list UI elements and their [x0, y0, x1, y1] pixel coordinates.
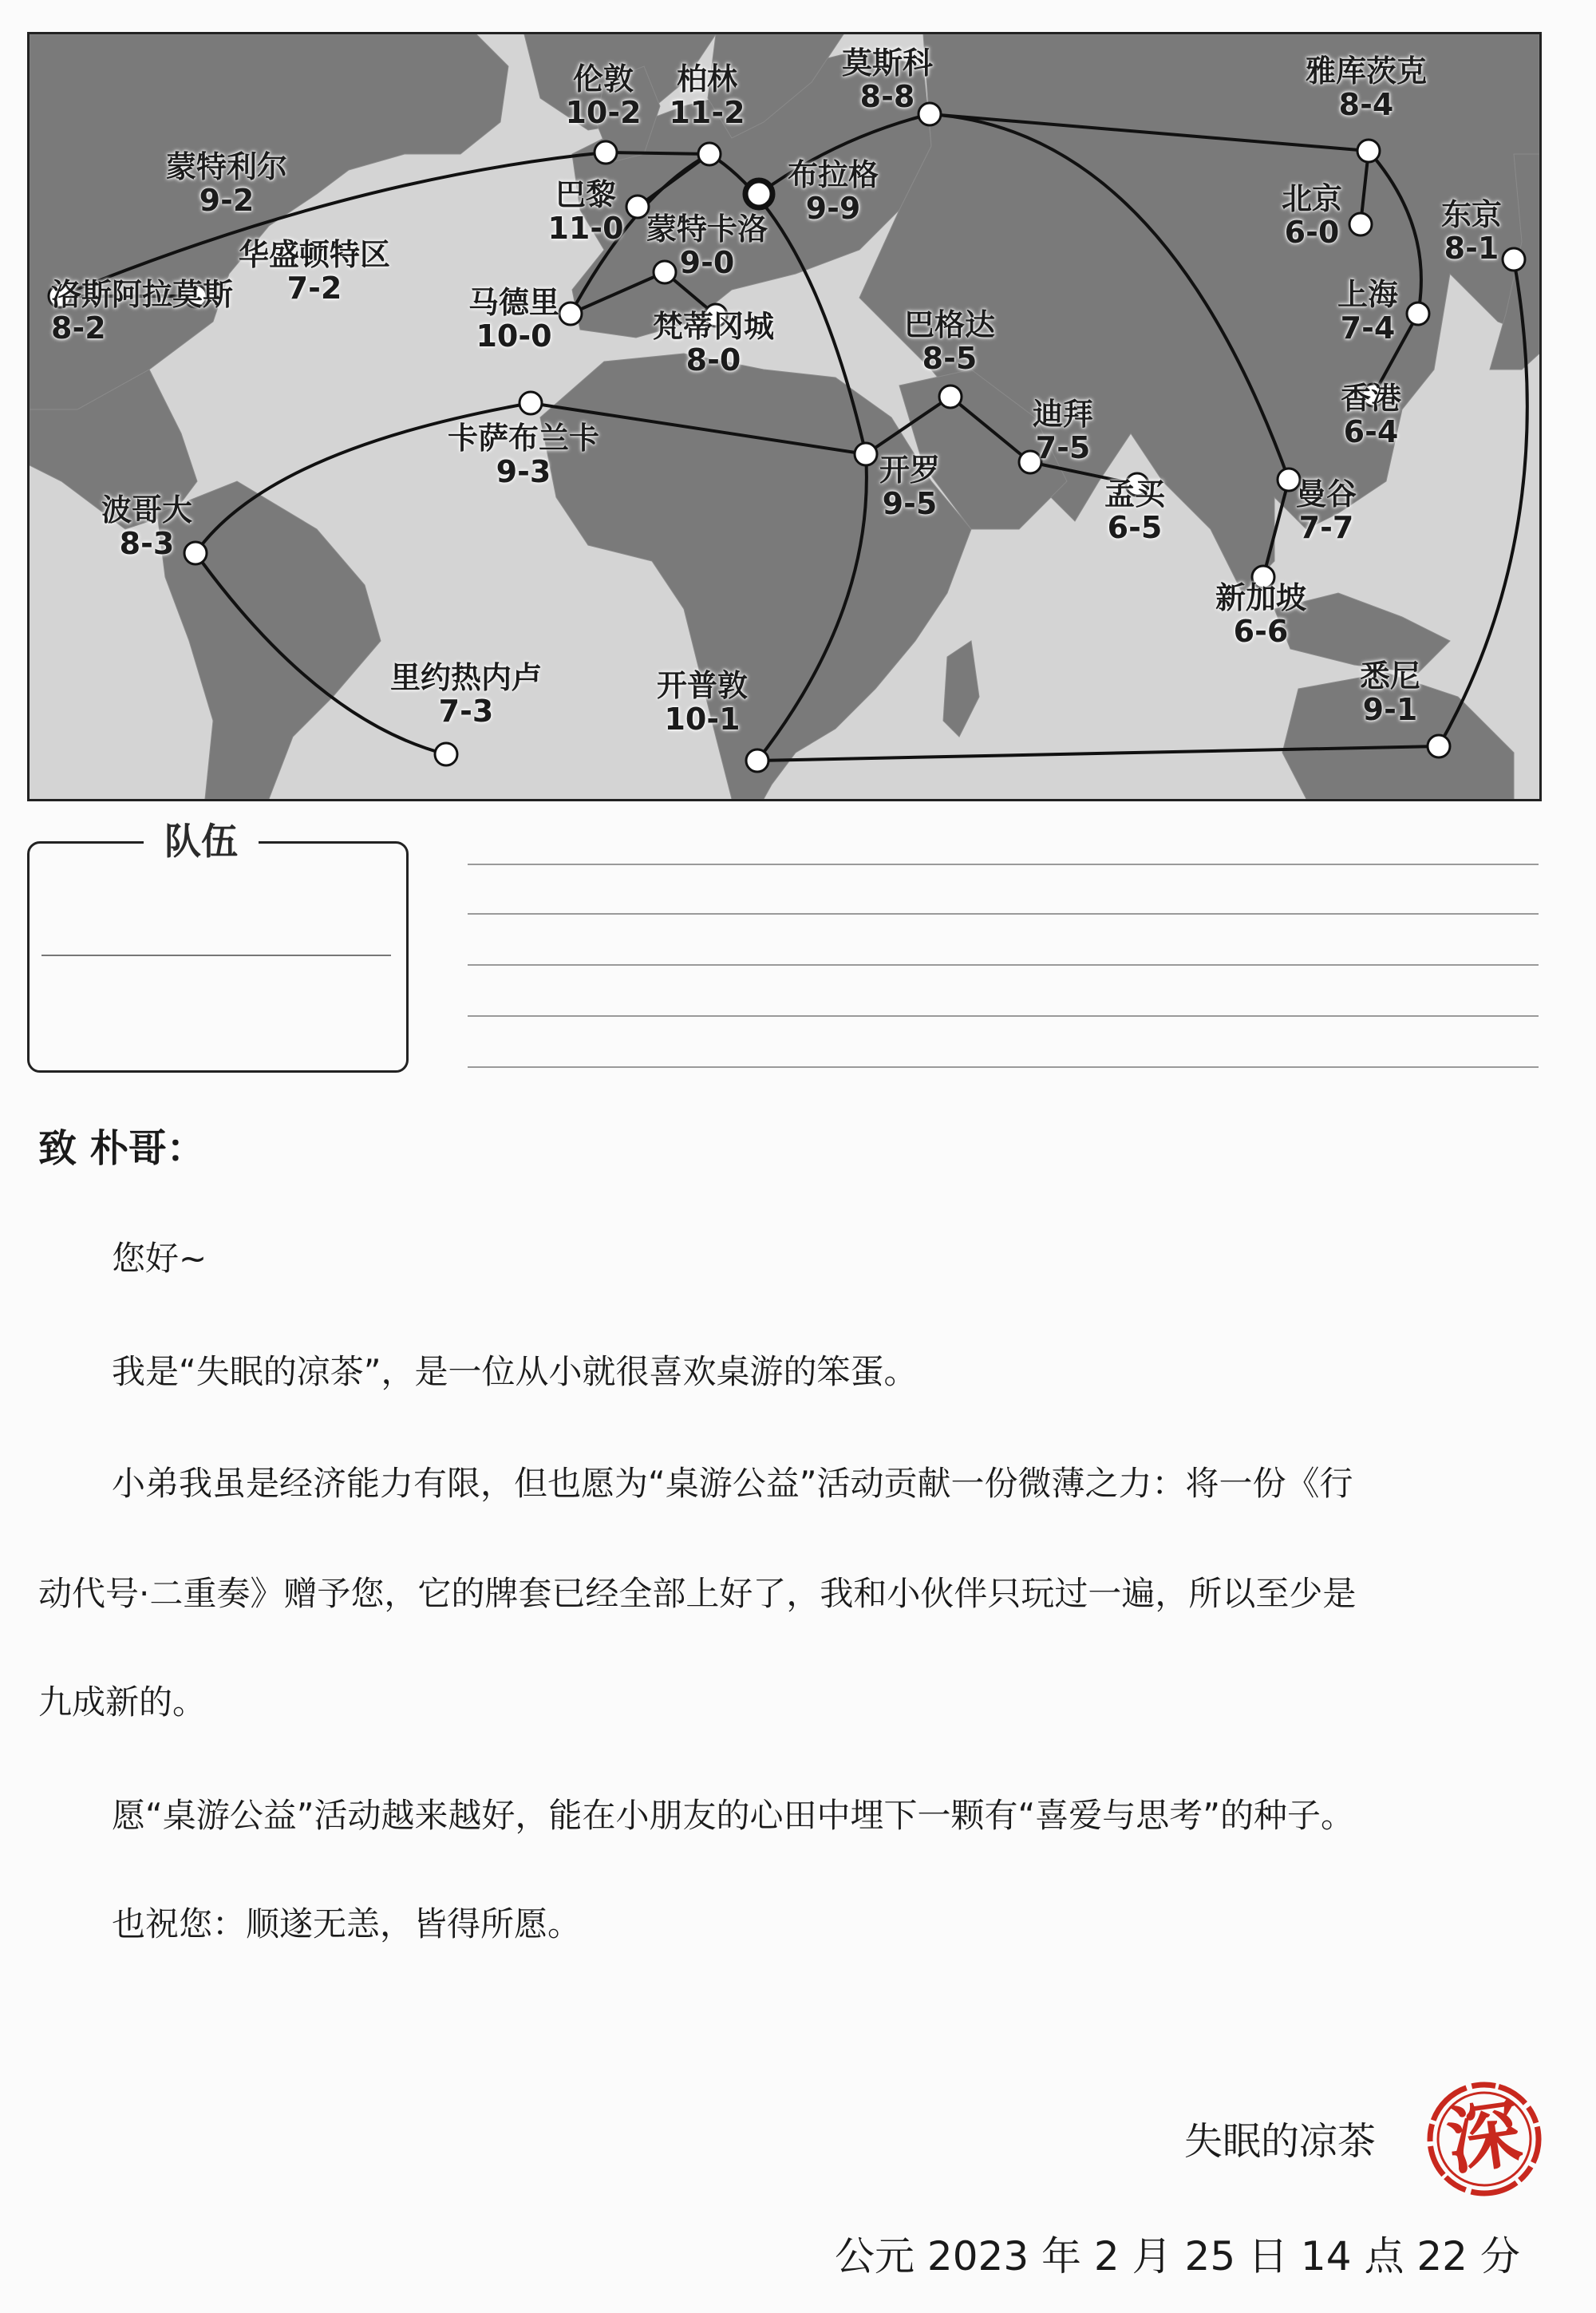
city-name: 新加坡 [1215, 580, 1307, 615]
team-title: 队伍 [144, 813, 259, 865]
letter-paragraph: 我是“失眠的凉茶”，是一位从小就很喜欢桌游的笨蛋。 [112, 1352, 918, 1391]
city-label-berlin [669, 62, 745, 129]
city-name: 巴黎 [555, 177, 616, 212]
city-node-madrid [559, 302, 582, 325]
city-label-bogota [101, 493, 192, 560]
city-score: 9-1 [1362, 692, 1418, 727]
salutation: 致 朴哥： [38, 1126, 205, 1171]
city-label-washington [239, 238, 390, 305]
city-label-tokyo [1441, 198, 1502, 265]
signature: 失眠的凉茶 [1184, 2119, 1377, 2164]
city-score: 8-4 [1338, 87, 1394, 122]
city-score: 9-2 [199, 183, 255, 218]
city-name: 雅库茨克 [1305, 53, 1428, 89]
city-score: 7-3 [438, 694, 494, 729]
note-line [468, 1015, 1539, 1017]
world-map [27, 32, 1542, 801]
city-label-london [565, 62, 641, 129]
city-node-beijing [1349, 213, 1372, 235]
letter-paragraph: 九成新的。 [38, 1682, 207, 1722]
city-node-berlin [698, 143, 721, 165]
city-score: 7-2 [286, 271, 342, 306]
landmass-madagascar [943, 641, 979, 737]
route-line [606, 152, 709, 154]
city-score: 9-5 [882, 486, 938, 521]
city-name: 华盛顿特区 [238, 237, 391, 272]
city-label-cairo [879, 453, 940, 520]
note-line [468, 1066, 1539, 1068]
team-box [27, 841, 409, 1073]
letter-paragraph: 您好~ [112, 1239, 207, 1278]
note-line [468, 964, 1539, 966]
city-name: 孟买 [1104, 476, 1166, 512]
city-name: 悉尼 [1359, 658, 1421, 694]
city-name: 波哥大 [101, 492, 193, 528]
letter-paragraph: 小弟我虽是经济能力有限，但也愿为“桌游公益”活动贡献一份微薄之力：将一份《行 [112, 1464, 1353, 1503]
city-name: 洛斯阿拉莫斯 [51, 277, 234, 312]
city-name: 蒙特卡洛 [646, 212, 768, 247]
city-score: 6-0 [1284, 215, 1340, 250]
city-label-rio [390, 661, 542, 728]
city-name: 开普敦 [656, 668, 749, 703]
city-label-moscow [842, 46, 933, 113]
city-score: 7-4 [1340, 310, 1396, 346]
city-node-yakutsk [1357, 140, 1380, 162]
city-score: 7-5 [1035, 430, 1091, 465]
city-label-prague [788, 158, 879, 225]
city-node-tokyo [1503, 248, 1525, 271]
letter-paragraph: 愿“桌游公益”活动越来越好，能在小朋友的心田中埋下一颗有“喜爱与思考”的种子。 [112, 1796, 1355, 1835]
city-label-sydney [1360, 659, 1420, 726]
city-name: 蒙特利尔 [165, 149, 288, 184]
city-label-madrid [468, 286, 559, 353]
city-label-beijing [1282, 182, 1342, 249]
city-name: 迪拜 [1032, 397, 1094, 432]
city-label-losalamos [51, 278, 233, 345]
city-name: 柏林 [676, 61, 737, 97]
city-label-casablanca [448, 421, 599, 488]
city-label-bangkok [1296, 477, 1357, 544]
city-name: 上海 [1337, 277, 1399, 312]
city-label-paris [547, 178, 623, 245]
city-score: 6-6 [1233, 614, 1289, 649]
team-box-divider [41, 955, 391, 956]
city-score: 8-3 [119, 526, 175, 561]
note-line [468, 913, 1539, 915]
city-score: 10-1 [664, 702, 741, 737]
city-score: 8-1 [1444, 231, 1499, 266]
city-score: 10-0 [476, 318, 552, 354]
city-name: 布拉格 [787, 157, 879, 192]
city-node-cairo [855, 443, 877, 465]
city-name: 里约热内卢 [389, 660, 543, 695]
city-name: 伦敦 [572, 61, 634, 97]
city-node-montreal [595, 141, 617, 164]
city-node-capetown [746, 749, 768, 772]
city-score: 8-0 [685, 342, 741, 378]
city-score: 6-5 [1107, 510, 1163, 545]
city-label-montecarlo [646, 212, 768, 279]
city-name: 东京 [1440, 197, 1503, 232]
city-label-capetown [657, 669, 748, 736]
city-node-shanghai [1407, 302, 1429, 325]
city-label-vatican [653, 310, 774, 377]
city-label-dubai [1033, 397, 1093, 465]
city-label-hongkong [1341, 382, 1401, 449]
letter-paragraph: 也祝您：顺遂无恙，皆得所愿。 [112, 1904, 582, 1943]
city-label-singapore [1215, 581, 1306, 648]
city-label-baghdad [904, 308, 995, 375]
landmass-africa [540, 354, 971, 799]
city-score: 9-0 [679, 245, 735, 280]
city-score: 8-5 [922, 341, 978, 376]
city-score: 10-2 [565, 95, 642, 130]
city-name: 梵蒂冈城 [652, 309, 775, 344]
city-node-casablanca [519, 392, 542, 414]
city-score: 11-2 [669, 95, 745, 130]
city-name: 香港 [1340, 381, 1402, 416]
letter-paragraph: 动代号·二重奏》赠予您，它的牌套已经全部上好了，我和小伙伴只玩过一遍，所以至少是 [38, 1574, 1357, 1613]
date-line: 公元 2023 年 2 月 25 日 14 点 22 分 [835, 2233, 1520, 2279]
city-score: 6-4 [1343, 414, 1399, 449]
city-name: 曼谷 [1295, 476, 1357, 512]
city-label-mumbai [1104, 477, 1165, 544]
city-name: 开罗 [879, 453, 941, 488]
city-label-yakutsk [1306, 54, 1427, 121]
city-score: 7-7 [1298, 510, 1354, 545]
city-label-montreal [166, 150, 287, 217]
city-node-prague [745, 180, 772, 208]
city-score: 8-2 [51, 310, 106, 346]
city-score: 9-9 [805, 191, 861, 226]
city-node-sydney [1428, 735, 1450, 757]
city-label-shanghai [1337, 278, 1398, 345]
city-score: 11-0 [547, 211, 624, 246]
city-name: 北京 [1281, 181, 1343, 216]
city-name: 卡萨布兰卡 [447, 421, 600, 456]
city-score: 9-3 [496, 454, 551, 489]
city-name: 巴格达 [903, 307, 996, 342]
city-name: 马德里 [468, 285, 560, 320]
city-node-baghdad [939, 386, 962, 408]
note-line [468, 864, 1539, 865]
city-node-paris [626, 196, 649, 218]
seal-text: 深 [1441, 2090, 1527, 2185]
seal-stamp [1404, 2075, 1564, 2203]
city-score: 8-8 [859, 79, 915, 114]
city-name: 莫斯科 [841, 45, 934, 81]
city-node-rio [435, 743, 457, 765]
